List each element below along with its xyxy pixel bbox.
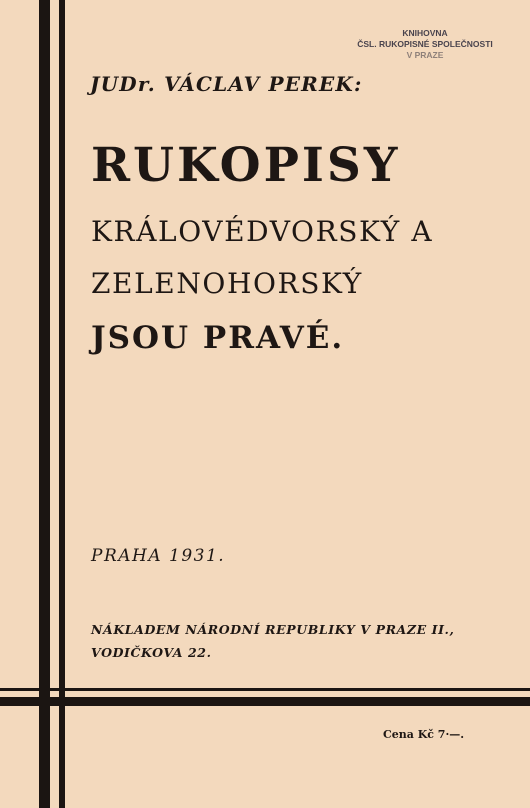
title-line-4: JSOU PRAVÉ. (91, 320, 345, 356)
left-border-bar-inner (59, 0, 65, 808)
library-stamp (350, 28, 500, 61)
title-main: RUKOPISY (91, 138, 401, 193)
bottom-rule-thin (0, 688, 530, 691)
stamp-line-3: V PRAZE (406, 50, 444, 60)
title-line-2: KRÁLOVÉDVORSKÝ A (91, 215, 434, 248)
left-border-bar-outer (39, 0, 50, 808)
price-label: Cena Kč 7·—. (383, 728, 465, 741)
author-name: JUDr. VÁCLAV PEREK: (90, 72, 363, 96)
stamp-line-1: KNIHOVNA (402, 28, 448, 38)
bottom-rule-thick (0, 697, 530, 706)
title-line-3: ZELENOHORSKÝ (91, 267, 363, 300)
publisher-line-1: NÁKLADEM NÁRODNÍ REPUBLIKY V PRAZE II., (91, 622, 455, 637)
publisher-line-2: VODIČKOVA 22. (91, 645, 212, 660)
place-and-year: PRAHA 1931. (91, 546, 226, 566)
stamp-line-2: ČSL. RUKOPISNÉ SPOLEČNOSTI (357, 39, 493, 49)
